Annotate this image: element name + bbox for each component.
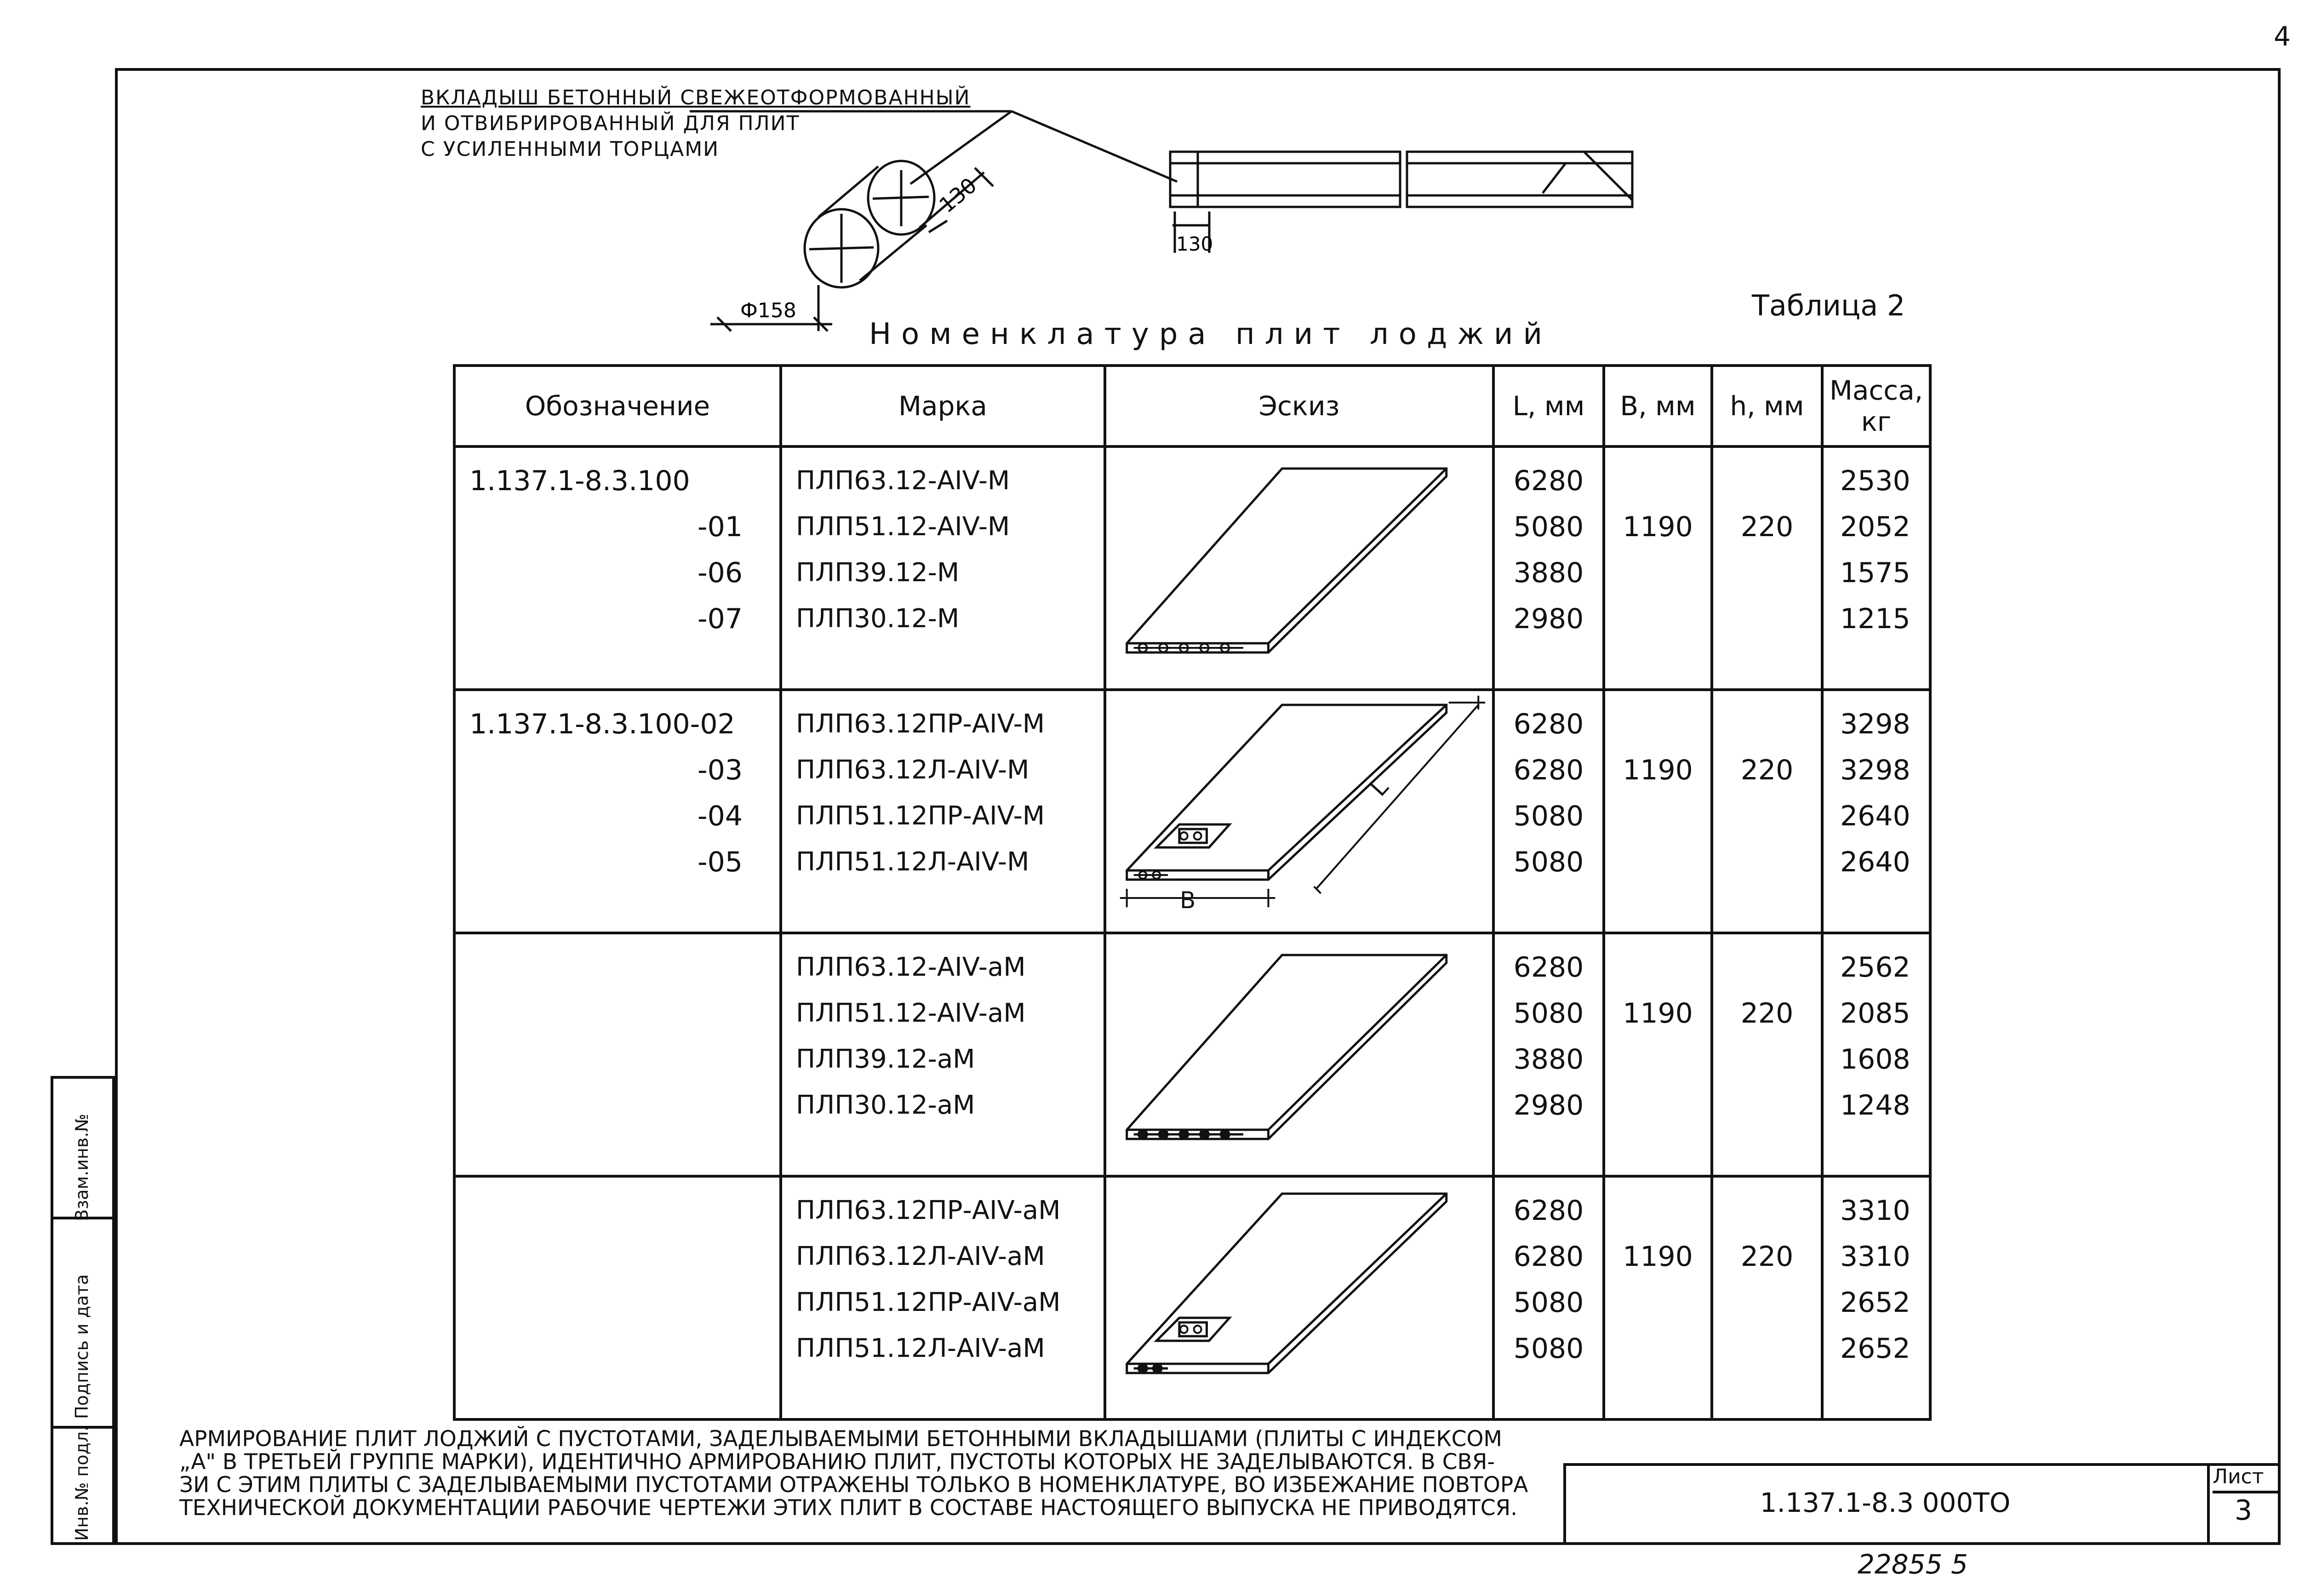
mark-line: ПЛП63.12Л-AIV-aM — [796, 1241, 1045, 1271]
designation-cell — [454, 1176, 781, 1419]
inventory-number: 22855 5 — [1858, 1549, 1968, 1580]
sketch-cell — [1105, 446, 1493, 690]
width-value: 1190 — [1623, 511, 1693, 543]
mass-cell — [1822, 690, 1930, 933]
document-code: 1.137.1-8.3 000ТО — [1760, 1487, 2011, 1518]
mark-line: ПЛП51.12ПР-AIV-M — [796, 801, 1045, 831]
header-mark: Марка — [781, 366, 1105, 446]
mark-line: ПЛП39.12-M — [796, 558, 960, 588]
mass-value: 2640 — [1840, 846, 1910, 878]
length-value: 6280 — [1513, 1241, 1584, 1273]
designation-line: -04 — [698, 800, 743, 832]
slab-sketch-plain — [1106, 448, 1492, 683]
mass-value: 2640 — [1840, 800, 1910, 832]
height-value: 220 — [1740, 1241, 1794, 1273]
mark-line: ПЛП63.12-AIV-aM — [796, 952, 1026, 982]
mass-value: 1575 — [1840, 557, 1910, 589]
width-cell — [1604, 690, 1712, 933]
mass-cell — [1822, 933, 1930, 1176]
footer-note-line4: ТЕХНИЧЕСКОЙ ДОКУМЕНТАЦИИ РАБОЧИЕ ЧЕРТЕЖИ ЭТИХ ПЛИТ В СОСТАВЕ НАСТОЯЩЕГО ВЫПУСКА НЕ ПРИВОДЯТСЯ. — [179, 1495, 1518, 1521]
page-number: 4 — [2274, 21, 2291, 52]
length-value: 5080 — [1513, 997, 1584, 1030]
width-value: 1190 — [1623, 1241, 1693, 1273]
sidebar-divider — [53, 1217, 112, 1219]
width-value: 1190 — [1623, 754, 1693, 786]
height-cell — [1712, 690, 1822, 933]
designation-line: 1.137.1-8.3.100 — [469, 465, 690, 497]
mark-line: ПЛП63.12ПР-AIV-M — [796, 709, 1045, 739]
designation-line: -01 — [698, 511, 743, 543]
insert-length-dim: 130 — [934, 172, 982, 218]
slab-sketch-reinforced-ends — [1106, 1178, 1492, 1413]
length-cell — [1493, 1176, 1604, 1419]
sketch-label-length: L — [1365, 774, 1394, 801]
mark-line: ПЛП51.12ПР-AIV-aM — [796, 1287, 1061, 1317]
sheet-number: 3 — [2235, 1494, 2253, 1527]
length-value: 6280 — [1513, 708, 1584, 740]
width-cell — [1604, 1176, 1712, 1419]
footer-note-line1: АРМИРОВАНИЕ ПЛИТ ЛОДЖИЙ С ПУСТОТАМИ, ЗАДЕЛЫВАЕМЫМИ БЕТОННЫМИ ВКЛАДЫШАМИ (ПЛИТЫ С ИНДЕКСОМ — [179, 1426, 1502, 1452]
nomenclature-table — [453, 364, 1932, 1421]
height-value: 220 — [1740, 754, 1794, 786]
sidebar-divider — [53, 1426, 112, 1429]
table-row — [454, 690, 1930, 933]
insert-caption-line2: И ОТВИБРИРОВАННЫЙ ДЛЯ ПЛИТ — [421, 112, 800, 135]
mark-line: ПЛП63.12-AIV-M — [796, 466, 1010, 496]
mass-value: 1248 — [1840, 1089, 1910, 1121]
slab-sketch-filled-voids — [1106, 934, 1492, 1169]
mass-value: 2052 — [1840, 511, 1910, 543]
mark-line: ПЛП63.12Л-AIV-M — [796, 755, 1029, 785]
mass-cell — [1822, 446, 1930, 690]
mass-value: 3298 — [1840, 754, 1910, 786]
header-width: B, мм — [1604, 366, 1712, 446]
mass-value: 1215 — [1840, 603, 1910, 635]
header-sketch: Эскиз — [1105, 366, 1493, 446]
mark-line: ПЛП51.12Л-AIV-M — [796, 847, 1029, 877]
mark-line: ПЛП51.12Л-AIV-aM — [796, 1333, 1045, 1363]
mark-line: ПЛП30.12-aM — [796, 1090, 975, 1120]
mass-value: 3310 — [1840, 1195, 1910, 1227]
length-value: 6280 — [1513, 951, 1584, 984]
width-cell — [1604, 933, 1712, 1176]
length-value: 3880 — [1513, 557, 1584, 589]
mark-line: ПЛП51.12-AIV-aM — [796, 998, 1026, 1028]
mark-cell — [781, 1176, 1105, 1419]
mark-cell — [781, 690, 1105, 933]
mark-line: ПЛП63.12ПР-AIV-aM — [796, 1196, 1061, 1225]
designation-cell — [454, 446, 781, 690]
height-cell — [1712, 1176, 1822, 1419]
length-value: 5080 — [1513, 511, 1584, 543]
header-height: h, мм — [1712, 366, 1822, 446]
approval-sidebar — [51, 1076, 115, 1545]
header-designation: Обозначение — [454, 366, 781, 446]
mass-cell — [1822, 1176, 1930, 1419]
designation-cell — [454, 933, 781, 1176]
table-title: Номенклатура плит лоджий — [869, 317, 1553, 351]
insert-caption-line3: С УСИЛЕННЫМИ ТОРЦАМИ — [421, 137, 720, 161]
table-row — [454, 446, 1930, 690]
mark-line: ПЛП39.12-aM — [796, 1044, 975, 1074]
designation-line: -05 — [698, 846, 743, 878]
length-cell — [1493, 933, 1604, 1176]
height-cell — [1712, 933, 1822, 1176]
length-value: 5080 — [1513, 800, 1584, 832]
slab-section — [1170, 152, 1632, 253]
height-value: 220 — [1740, 997, 1794, 1030]
mass-value: 2085 — [1840, 997, 1910, 1030]
height-cell — [1712, 446, 1822, 690]
length-value: 6280 — [1513, 465, 1584, 497]
sketch-label-width: B — [1180, 887, 1196, 914]
footer-note — [179, 1428, 1528, 1520]
designation-line: -07 — [698, 603, 743, 635]
height-value: 220 — [1740, 511, 1794, 543]
mass-value: 1608 — [1840, 1043, 1910, 1075]
mass-value: 2652 — [1840, 1333, 1910, 1365]
mass-value: 2530 — [1840, 465, 1910, 497]
insert-drawings — [690, 101, 1655, 340]
length-value: 5080 — [1513, 1287, 1584, 1319]
designation-line: 1.137.1-8.3.100-02 — [469, 708, 735, 740]
length-value: 6280 — [1513, 1195, 1584, 1227]
designation-cell — [454, 690, 781, 933]
mark-cell — [781, 446, 1105, 690]
footer-note-line2: „A" В ТРЕТЬЕЙ ГРУППЕ МАРКИ), ИДЕНТИЧНО АРМИРОВАНИЮ ПЛИТ, ПУСТОТЫ КОТОРЫХ НЕ ЗАДЕЛЫВАЮТСЯ. В СВЯ- — [179, 1449, 1495, 1475]
mark-line: ПЛП30.12-M — [796, 604, 960, 634]
mark-line: ПЛП51.12-AIV-M — [796, 512, 1010, 542]
width-value: 1190 — [1623, 997, 1693, 1030]
footer-note-line3: ЗИ С ЭТИМ ПЛИТЫ С ЗАДЕЛЫВАЕМЫМИ ПУСТОТАМИ ОТРАЖЕНЫ ТОЛЬКО В НОМЕНКЛАТУРЕ, ВО ИЗБЕЖАНИЕ ПОВТОРА — [179, 1472, 1528, 1498]
length-value: 6280 — [1513, 754, 1584, 786]
table-label: Таблица 2 — [1752, 289, 1905, 322]
mark-cell — [781, 933, 1105, 1176]
mass-value: 3310 — [1840, 1241, 1910, 1273]
section-insert-dim: 130 — [1176, 233, 1213, 255]
slab-sketch-dimensioned — [1106, 691, 1492, 926]
designation-line: -06 — [698, 557, 743, 589]
table-header-row — [454, 366, 1930, 446]
length-cell — [1493, 446, 1604, 690]
insert-caption-line1: ВКЛАДЫШ БЕТОННЫЙ СВЕЖЕОТФОРМОВАННЫЙ — [421, 86, 971, 109]
sketch-cell — [1105, 1176, 1493, 1419]
leader-line — [690, 111, 1177, 184]
table-row — [454, 1176, 1930, 1419]
mass-value: 2652 — [1840, 1287, 1910, 1319]
mass-value: 2562 — [1840, 951, 1910, 984]
designation-line: -03 — [698, 754, 743, 786]
table-row — [454, 933, 1930, 1176]
length-value: 2980 — [1513, 603, 1584, 635]
sidebar-cell-original-inv: Инв.№ подл. — [72, 1425, 92, 1541]
length-value: 5080 — [1513, 1333, 1584, 1365]
header-mass: Масса, кг — [1822, 366, 1930, 446]
sheet-label: Лист — [2213, 1463, 2281, 1493]
length-cell — [1493, 690, 1604, 933]
sidebar-cell-signature: Подпись и дата — [72, 1274, 92, 1419]
sketch-cell — [1105, 933, 1493, 1176]
sidebar-cell-replacement-inv: Взам.инв.№ — [72, 1114, 92, 1221]
mass-value: 3298 — [1840, 708, 1910, 740]
sketch-cell — [1105, 690, 1493, 933]
length-value: 5080 — [1513, 846, 1584, 878]
width-cell — [1604, 446, 1712, 690]
length-value: 3880 — [1513, 1043, 1584, 1075]
insert-diameter-dim: Ф158 — [740, 299, 796, 322]
header-length: L, мм — [1493, 366, 1604, 446]
length-value: 2980 — [1513, 1089, 1584, 1121]
